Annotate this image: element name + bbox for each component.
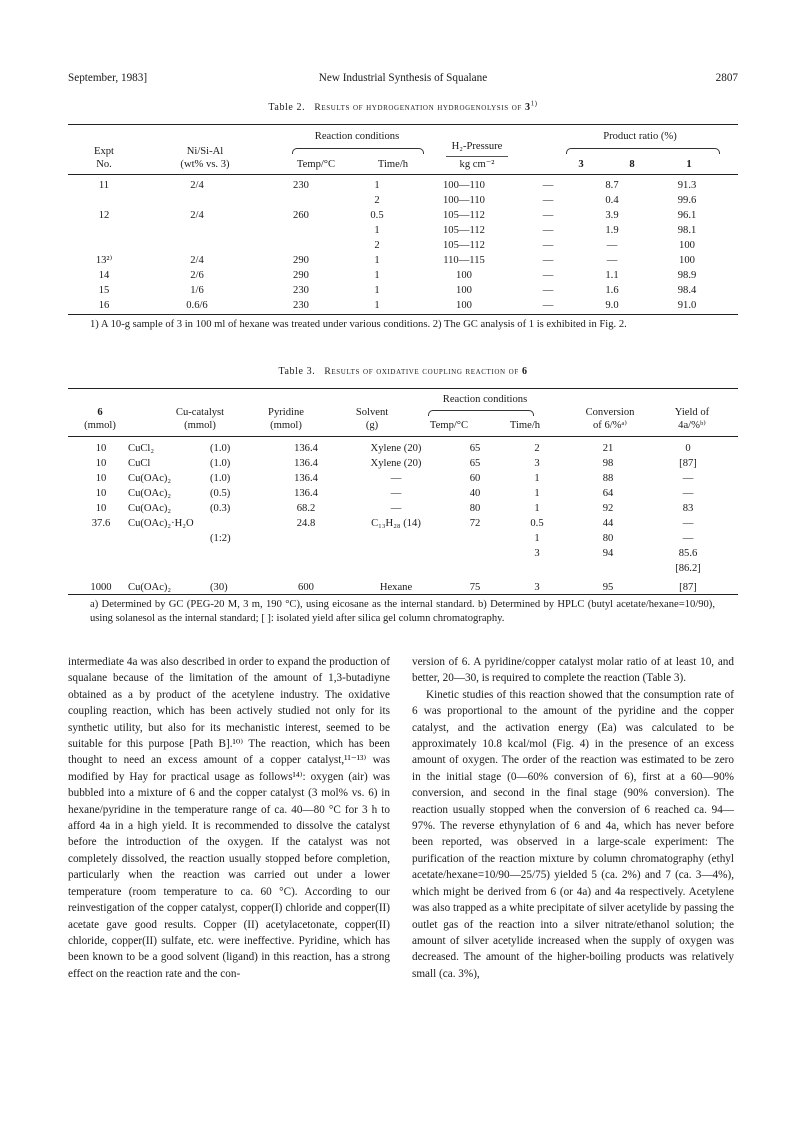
table3-cell-c6: 10	[95, 473, 107, 484]
t2-header-expt: Expt No.	[93, 146, 114, 170]
table2-cell-p8: —	[606, 255, 618, 266]
table3-cell-conv: 80	[602, 533, 614, 544]
table3-cell-temp	[446, 531, 504, 546]
table3-cell-temp	[446, 561, 504, 576]
table3-cell-cat: Cu(OAc)₂·H₂O	[128, 518, 194, 529]
table2-cell-p3: —	[542, 195, 554, 206]
table2-cell-p3: —	[542, 210, 554, 221]
table3-cell-conv: 21	[602, 443, 614, 454]
table3-cell-conv: 64	[602, 488, 614, 499]
t2-brace-conditions	[292, 148, 424, 154]
table2-cell-temp: 290	[293, 255, 309, 266]
table3-row	[74, 516, 730, 531]
table3-cell-conv	[570, 561, 646, 576]
table3-cell-time: 3	[534, 582, 540, 593]
table3-cell-yield: 85.6	[678, 548, 698, 559]
body-left-paragraph: intermediate 4a was also described in order to expand the production of squalane because of the limitation of the amount of 1,3-butadiyne obtained as a by product of the acetylene industry. The oxidative coupling reaction, which has been actively studied not only for its synthetic utility, but also for its mechanistic interest, seemed to be suitable for this purpose [Path B].¹⁰⁾ The reaction, which has been thought to need an excess amount of a copper catalyst,¹¹⁻¹³⁾ was modified by Hay for practical usage as follows¹⁴⁾: oxygen (air) was bubbled into a mixture of 6 and the copper catalyst (3 mol% vs. 6) in hexane/pyridine in the temperature range of ca. 40—80 °C for 3 h to afford 4a in a high yield. It is recommended to dissolve the catalyst before the introduction of the oxygen. If the catalyst was not completely dissolved, the reaction usually stopped before completion, particularly when the reaction was carried out under a lower temperature (room temperature to ca. 60 °C). According to our reinvestigation of the copper catalyst, copper(I) chloride and copper(II) acetate gave good results. Copper (II) acetylacetonate, copper(II) chloride, copper(II) sulfate, etc. were ineffective. Pyridine, which has been known to be a good solvent (ligand) in this reaction, has a strong effect on the reaction rate and the con-	[68, 656, 390, 980]
table3-cell-conv: 92	[602, 503, 614, 514]
table3-cell-temp: 60	[469, 473, 481, 484]
table3-cell-solv	[346, 546, 446, 561]
table3-cell-pyr	[266, 531, 346, 546]
table2-cell-p8: 1.9	[605, 225, 619, 236]
table3-cell-temp: 75	[469, 582, 481, 593]
table3-cell-conv: 88	[602, 473, 614, 484]
table3-row	[74, 561, 730, 576]
table2-title: Results of hydrogenation hydrogenolysis of	[314, 102, 522, 113]
table2-cell-temp	[260, 223, 342, 238]
table2-cell-cat: 2/4	[190, 255, 204, 266]
table3-cell-yield: —	[682, 533, 694, 544]
table3-cell-yield: —	[682, 518, 694, 529]
table2-cell-temp: 290	[293, 270, 309, 281]
table3-cell-cat: Cu(OAc)₂	[128, 582, 172, 593]
table3-cell-c6: 10	[95, 458, 107, 469]
table3-caption	[68, 366, 738, 377]
table3-row	[74, 441, 730, 456]
table2-cell-temp: 260	[293, 210, 309, 221]
table2-row	[74, 298, 730, 313]
table2-cell-p8: 1.6	[605, 285, 619, 296]
table3-cell-yield: [87]	[679, 458, 697, 469]
table3-top-rule	[68, 388, 738, 389]
table2-cell-p8: 8.7	[605, 180, 619, 191]
table3-cell-cat: Cu(OAc)₂	[128, 503, 172, 514]
table2-cell-p1: 98.9	[677, 270, 697, 281]
table3-cell-conv: 95	[602, 582, 614, 593]
table2-cell-cat: 2/4	[190, 210, 204, 221]
table3-cell-pyr: 136.4	[294, 458, 318, 469]
table2-cell-pressure: 105—112	[443, 225, 485, 236]
table3-cell-mmol: (1.0)	[210, 443, 231, 454]
table2-cell-p8: 3.9	[605, 210, 619, 221]
table3-footnote: a) Determined by GC (PEG-20 M, 3 m, 190 °C), using eicosane as the internal standard. b) Determined by HPLC (butyl acetate/hexane=10/90), using solanesol as the internal standard; [ ]: isolated yield after silica gel column chromatography.	[90, 599, 715, 624]
table2-bottom-rule	[68, 314, 738, 315]
table3-row	[74, 576, 730, 595]
table2-cell-p1: 100	[679, 255, 695, 266]
table3-cell-solv: Xylene (20)	[370, 443, 422, 454]
t2-header-product-ratio: Product ratio (%)	[603, 131, 677, 142]
table2-cell-expt	[74, 193, 134, 208]
table2-cell-p1: 98.4	[677, 285, 697, 296]
t3-header-yield: Yield of 4a/%ᵇ⁾	[674, 407, 710, 431]
t2-header-catalyst: Ni/Si-Al (wt% vs. 3)	[180, 146, 230, 170]
table3-cell-pyr: 136.4	[294, 473, 318, 484]
table3-cell-cat: CuCl	[128, 458, 151, 469]
table2-cell-time: 1	[374, 180, 380, 191]
table2-cell-time: 2	[374, 240, 380, 251]
table3-cell-solv	[346, 561, 446, 576]
table2-cell-cat: 1/6	[190, 285, 204, 296]
table2-cell-expt: 14	[98, 270, 110, 281]
table3-cell-time	[504, 561, 570, 576]
table3-cell-pyr	[266, 561, 346, 576]
t3-header-time: Time/h	[509, 420, 541, 431]
t2-header-p8: 8	[629, 159, 635, 170]
table3-cell-pyr: 136.4	[294, 488, 318, 499]
t3-header-solvent: Solvent (g)	[355, 407, 389, 431]
t3-header-reaction-conditions: Reaction conditions	[442, 394, 528, 405]
table3-cell-solv: —	[390, 473, 402, 484]
table3-cell-temp: 40	[469, 488, 481, 499]
table3-title-compound: 6	[521, 366, 528, 377]
body-right-paragraph-1: version of 6. A pyridine/copper catalyst molar ratio of at least 10, and better, 20—30, is required to complete the reaction (Table 3).	[412, 656, 734, 685]
table3-cell-pyr: 68.2	[296, 503, 316, 514]
table2-cell-p8: 1.1	[605, 270, 619, 281]
table3-cell-yield: 0	[685, 443, 691, 454]
journal-date: September, 1983]	[68, 72, 148, 84]
table3-cell-time: 1	[534, 503, 540, 514]
t3-brace-conditions	[428, 410, 534, 416]
table3-cell-solv: —	[390, 503, 402, 514]
table2-cell-expt: 13²⁾	[95, 255, 113, 266]
table2-cell-p3: —	[542, 270, 554, 281]
table2-cell-p8: 0.4	[605, 195, 619, 206]
t2-header-time: Time/h	[377, 159, 409, 170]
table3-row	[74, 531, 730, 546]
table3-cell-c6: 37.6	[91, 518, 111, 529]
t2-header-p3: 3	[578, 159, 584, 170]
table3-cell-time: 1	[534, 533, 540, 544]
table2-cell-expt	[74, 223, 134, 238]
table3-cell-time: 3	[534, 548, 540, 559]
table3-cell-conv: 44	[602, 518, 614, 529]
table2-caption	[68, 99, 738, 113]
t3-header-temp: Temp/°C	[429, 420, 469, 431]
body-right-paragraph-2: Kinetic studies of this reaction showed that the consumption rate of 6 was proportional to the amount of the pyridine and the copper catalyst, and the activation energy (Ea) was calculated to be approximately 10.8 kcal/mol (Fig. 4) in the presence of an excess amount of oxygen. The order of the reaction was estimated to be zero in the initial stage (0—60% conversion of 6), first at a 60—90% conversion, and second in the final stage (90% conversion). The reaction usually stopped when the conversion of 6 reached ca. 94—97%. The reverse ethynylation of 6 and 4a, which has never before been reported, was observed in a large-scale experiment: The purification of the reaction mixture by column chromatography (ethyl acetate/hexane=10/90—25/75) yielded 5 (ca. 2%) and 7 (ca. 3—4%), which might be derived from 6 (or 4a) and 4a respectively. Acetylene was also trapped as a white precipitate of silver acetylide by passing the outlet gas of the reaction into a silver nitrate/ethanol solution; the amount of silver acetylide increased when the supply of oxygen was decreased. The amount of the higher-boiling products was relatively small (ca. 3%),	[412, 688, 734, 980]
table3-cell-yield: [86.2]	[675, 563, 701, 574]
table3-cell-yield: —	[682, 488, 694, 499]
table3-cell-yield: —	[682, 473, 694, 484]
table2-label: Table 2.	[268, 102, 306, 113]
table3-cell-time: 1	[534, 473, 540, 484]
table3-cell-time: 1	[534, 488, 540, 499]
table3-cell-temp: 80	[469, 503, 481, 514]
table2-cell-p1: 91.0	[677, 300, 697, 311]
table3-bottom-rule	[68, 594, 738, 595]
table3-cell-pyr: 24.8	[296, 518, 316, 529]
table3-cell-c6: 10	[95, 443, 107, 454]
table2-cell-p1: 98.1	[677, 225, 697, 236]
table3-cell-mmol: (30)	[210, 582, 228, 593]
table2-cell-pressure: 105—112	[443, 240, 485, 251]
table2-cell-temp: 230	[293, 285, 309, 296]
table3-cell-solv: —	[390, 488, 402, 499]
table2-cell-p1: 99.6	[677, 195, 697, 206]
table3-cell-time: 3	[534, 458, 540, 469]
table2-cell-pressure: 100	[456, 285, 472, 296]
table2-header-rule	[68, 174, 738, 175]
table3-row	[74, 456, 730, 471]
table3-row	[74, 501, 730, 516]
table2-cell-pressure: 100	[456, 270, 472, 281]
table2-title-note: 1)	[530, 99, 538, 108]
body-column-left	[68, 654, 390, 982]
table2-cell-pressure: 100	[456, 300, 472, 311]
table2-cell-expt: 16	[98, 300, 110, 311]
table2-cell-temp	[260, 193, 342, 208]
table2-cell-p8: 9.0	[605, 300, 619, 311]
table2-cell-p3: —	[542, 255, 554, 266]
table2-title-compound: 3	[524, 102, 531, 113]
table3-cell-cat: Cu(OAc)₂	[128, 473, 172, 484]
table3-cell-cat	[128, 561, 210, 576]
table3-cell-temp: 72	[469, 518, 481, 529]
table3-cell-mmol: (1:2)	[210, 533, 231, 544]
table3-row	[74, 546, 730, 561]
table2-cell-p1: 91.3	[677, 180, 697, 191]
table2-cell-cat: 2/6	[190, 270, 204, 281]
table2-cell-p8: —	[606, 240, 618, 251]
table2	[74, 178, 730, 313]
table2-cell-time: 0.5	[370, 210, 384, 221]
t2-header-temp: Temp/°C	[296, 159, 336, 170]
table3-cell-cat	[128, 531, 210, 546]
table2-cell-p3: —	[542, 285, 554, 296]
table3-cell-mmol: (1.0)	[210, 458, 231, 469]
table3-cell-conv: 94	[602, 548, 614, 559]
table3-cell-temp: 65	[469, 443, 481, 454]
page-number: 2807	[715, 72, 738, 84]
table2-row	[74, 253, 730, 268]
table2-cell-expt	[74, 238, 134, 253]
table2-cell-temp: 230	[293, 300, 309, 311]
table2-row	[74, 268, 730, 283]
table3-cell-c6	[74, 561, 128, 576]
t2-brace-product	[566, 148, 720, 154]
table2-row	[74, 223, 730, 238]
table2-cell-time: 1	[374, 225, 380, 236]
table2-cell-time: 1	[374, 300, 380, 311]
table3	[74, 441, 730, 595]
t3-header-pyridine: Pyridine (mmol)	[268, 407, 304, 431]
t3-header-conversion: Conversion of 6/%ᵃ⁾	[585, 407, 635, 431]
running-head	[68, 72, 738, 88]
table2-cell-p1: 100	[679, 240, 695, 251]
table3-cell-temp: 65	[469, 458, 481, 469]
table2-cell-pressure: 100—110	[443, 180, 485, 191]
table2-cell-time: 1	[374, 255, 380, 266]
table2-cell-time: 1	[374, 285, 380, 296]
table3-cell-mmol: (1.0)	[210, 473, 231, 484]
table3-cell-conv: 98	[602, 458, 614, 469]
table2-cell-p1: 96.1	[677, 210, 697, 221]
table3-cell-c6	[74, 546, 128, 561]
table2-cell-cat: 2/4	[190, 180, 204, 191]
table2-cell-time: 2	[374, 195, 380, 206]
table2-row	[74, 238, 730, 253]
table3-cell-time: 0.5	[530, 518, 544, 529]
article-title: New Industrial Synthesis of Squalane	[318, 72, 488, 84]
table3-cell-pyr: 136.4	[294, 443, 318, 454]
table2-cell-p3: —	[542, 240, 554, 251]
table3-cell-solv	[346, 531, 446, 546]
table3-cell-pyr	[266, 546, 346, 561]
table3-row	[74, 471, 730, 486]
table3-cell-c6	[74, 531, 128, 546]
table2-cell-p3: —	[542, 300, 554, 311]
table2-row	[74, 193, 730, 208]
table2-cell-time: 1	[374, 270, 380, 281]
table3-cell-cat: Cu(OAc)₂	[128, 488, 172, 499]
table2-row	[74, 208, 730, 223]
table3-cell-mmol: (0.3)	[210, 503, 231, 514]
table3-cell-c6: 1000	[90, 582, 112, 593]
table3-cell-mmol: (0.5)	[210, 488, 231, 499]
table2-cell-temp: 230	[293, 180, 309, 191]
table3-cell-time: 2	[534, 443, 540, 454]
table2-cell-p3: —	[542, 225, 554, 236]
table3-label: Table 3.	[278, 366, 316, 377]
table3-cell-yield: [87]	[679, 582, 697, 593]
table3-cell-c6: 10	[95, 503, 107, 514]
table3-cell-yield: 83	[682, 503, 694, 514]
table3-cell-mmol	[210, 516, 266, 531]
table2-cell-cat: 0.6/6	[186, 300, 208, 311]
t2-header-reaction-conditions: Reaction conditions	[314, 131, 400, 142]
t3-header-6: 6 (mmol)	[84, 407, 116, 431]
table2-row	[74, 178, 730, 193]
table2-top-rule	[68, 124, 738, 125]
table2-cell-expt: 12	[98, 210, 110, 221]
table3-row	[74, 486, 730, 501]
table3-cell-solv: Hexane	[379, 582, 413, 593]
table3-cell-temp	[446, 546, 504, 561]
table2-cell-cat	[134, 223, 260, 238]
table3-cell-pyr: 600	[298, 582, 314, 593]
table2-cell-pressure: 105—112	[443, 210, 485, 221]
table3-cell-solv: C₁₃H₂₈ (14)	[371, 518, 421, 529]
table2-cell-p3: —	[542, 180, 554, 191]
table3-cell-mmol	[210, 561, 266, 576]
table2-cell-pressure: 100—110	[443, 195, 485, 206]
body-column-right	[412, 654, 734, 982]
table2-cell-cat	[134, 193, 260, 208]
table3-title: Results of oxidative coupling reaction of	[324, 366, 519, 377]
table2-cell-temp	[260, 238, 342, 253]
table3-cell-mmol	[210, 546, 266, 561]
table3-cell-cat	[128, 546, 210, 561]
table2-row	[74, 283, 730, 298]
t2-header-pressure: H₂-Pressure kg cm⁻²	[434, 140, 520, 171]
t3-header-catalyst: Cu-catalyst (mmol)	[175, 407, 225, 431]
table3-header-rule	[68, 436, 738, 437]
table3-cell-cat: CuCl₂	[128, 443, 155, 454]
table3-cell-c6: 10	[95, 488, 107, 499]
table2-cell-expt: 15	[98, 285, 110, 296]
table2-cell-cat	[134, 238, 260, 253]
table2-footnote: 1) A 10-g sample of 3 in 100 ml of hexane was treated under various conditions. 2) The GC analysis of 1 is exhibited in Fig. 2.	[90, 319, 627, 330]
table3-cell-solv: Xylene (20)	[370, 458, 422, 469]
table2-cell-pressure: 110—115	[443, 255, 485, 266]
t2-header-p1: 1	[686, 159, 692, 170]
table2-cell-expt: 11	[98, 180, 110, 191]
